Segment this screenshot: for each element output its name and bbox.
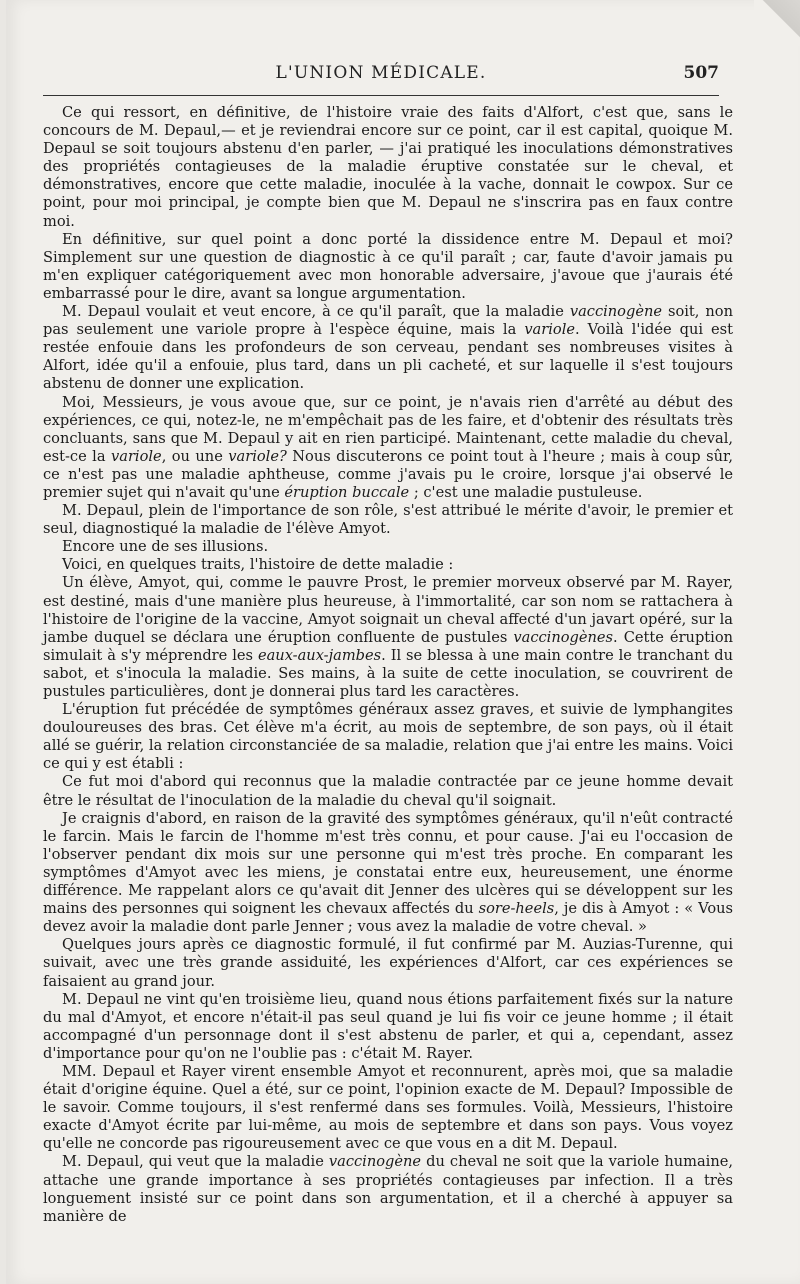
text-run: . Il se blessa à une main contre le tranchant du sabot, et s'inocula la maladie. Ses mains, à la suite de cette inoculation, se couvrirent de pustules particulières, dont je donnerai plus tard les caractères. — [43, 646, 734, 700]
italic-text: vaccinogène — [569, 303, 662, 321]
text-run: Je craignis d'abord, en raison de la gravité des symptômes généraux, qu'il n'eût contracté le farcin. Mais le farcin de l'homme m'est très connu, et pour cause. J'ai eu l'occasion de l'observer pendant dix mois sur une personne qui m'est très proche. En comparant les symptômes d'Amyot avec les miens, je constatai entre eux, heureusement, une énorme différence. Me rappelant alors ce qu'avait dit Jenner des ulcères qui se développent sur les mains des personnes qui soignent les chevaux affectés du — [43, 809, 733, 918]
paragraph — [43, 701, 733, 773]
text-run: M. Depaul, plein de l'importance de son rôle, s'est attribué le mérite d'avoir, le premier et seul, diagnostiqué la maladie de l'élève Amyot. — [43, 502, 733, 538]
text-run: Voici, en quelques traits, l'histoire de dette maladie : — [62, 556, 454, 574]
page-number: 507 — [683, 63, 719, 83]
paragraph — [43, 773, 733, 809]
text-run: Un élève, Amyot, qui, comme le pauvre Prost, le premier morveux observé par M. Rayer, est destiné, mais d'une manière plus heureuse, à l'immortalité, car son nom se rattachera à l'histoire de l'origine de la vaccine, Amyot soignait un cheval affecté d'un javart opéré, sur la jambe duquel se déclara une éruption confluente de pustules — [43, 574, 733, 646]
italic-text: variole — [111, 447, 162, 465]
text-run: L'éruption fut précédée de symptômes généraux assez graves, et suivie de lymphangites douloureuses des bras. Cet élève m'a écrit, au mois de septembre, de son pays, où il était allé se guérir, la relation circonstanciée de sa maladie, relation que j'ai entre les mains. Voici ce qui y est établi : — [43, 701, 733, 773]
paragraph — [43, 538, 733, 556]
text-run: Moi, Messieurs, je vous avoue que, sur ce point, je n'avais rien d'arrêté au début des expériences, ce qui, notez-le, ne m'empêchait pas de les faire, et d'obtenir des résultats très concluants, sans que M. Depaul y ait en rien participé. Maintenant, cette maladie du cheval, est-ce la — [43, 393, 733, 465]
running-title: L'UNION MÉDICALE. — [275, 63, 487, 83]
text-run: . Cette éruption simulait à s'y méprendre les — [43, 628, 734, 664]
paragraph — [43, 1063, 733, 1153]
paragraph — [43, 1153, 733, 1225]
paragraph — [43, 556, 733, 574]
page-header — [43, 63, 719, 89]
italic-text: éruption buccale — [284, 483, 410, 501]
text-run: du cheval ne soit que la variole humaine, attache une grande importance à ses propriétés contagieuses par infection. Il a très longuement insisté sur ce point dans son argumentation, et il a cherché à appuyer sa manière de — [43, 1153, 733, 1225]
text-run: Ce fut moi d'abord qui reconnus que la maladie contractée par ce jeune homme devait être le résultat de l'inoculation de la maladie du cheval qu'il soignait. — [43, 773, 733, 809]
italic-text: sore-heels — [478, 900, 555, 918]
text-run: M. Depaul ne vint qu'en troisième lieu, quand nous étions parfaitement fixés sur la nature du mal d'Amyot, et encore n'était-il pas seul quand je lui fis voir ce jeune homme ; il était accompagné d'un personnage dont il s'est abstenu de parler, et qui a, cependant, assez d'importance pour qu'on ne l'oublie pas : c'était M. Rayer. — [43, 990, 733, 1062]
text-run: . Voilà l'idée qui est restée enfouie dans les profondeurs de son cerveau, pendant ses nombreuses visites à Alfort, idée qu'il a enfouie, plus tard, dans un pli cacheté, et sur laquelle il s'est toujours abstenu de donner une explication. — [43, 321, 734, 393]
paragraph — [43, 104, 733, 231]
article-body — [43, 104, 733, 1226]
paragraph — [43, 574, 733, 701]
text-run: M. Depaul voulait et veut encore, à ce qu'il paraît, que la maladie — [62, 303, 570, 321]
text-run: soit, non pas seulement une variole propre à l'espèce équine, mais la — [43, 303, 733, 339]
text-run: MM. Depaul et Rayer virent ensemble Amyot et reconnurent, après moi, que sa maladie était d'origine équine. Quel a été, sur ce point, l'opinion exacte de M. Depaul? Impossible de le savoir. Comme toujours, il s'est renfermé dans ses formules. Voilà, Messieurs, l'histoire exacte d'Amyot écrite par lui-même, au mois de septembre et dans son pays. Vous voyez qu'elle ne concorde pas rigoureusement avec ce que vous en a dit M. Depaul. — [43, 1062, 733, 1153]
text-run: En définitive, sur quel point a donc porté la dissidence entre M. Depaul et moi? Simplement sur une question de diagnostic à ce qu'il paraît ; car, faute d'avoir jamais pu m'en expliquer catégoriquement avec mon honorable adversaire, j'avoue que j'aurais été embarrassé pour le dire, avant sa longue argumentation. — [43, 230, 733, 302]
italic-text: vaccinogène — [328, 1153, 422, 1171]
paragraph — [43, 231, 733, 303]
text-run: Ce qui ressort, en définitive, de l'histoire vraie des faits d'Alfort, c'est que, sans le concours de M. Depaul,— et je reviendrai encore sur ce point, car il est capital, quoique M. Depaul se soit toujours abstenu d'en parler, — j'ai pratiqué les inoculations démonstratives des propriétés contagieuses de la maladie éruptive constatée sur le cheval, et démonstratives, encore que cette maladie, inoculée à la vache, donnait le cowpox. Sur ce point, pour moi principal, je compte bien que M. Depaul ne s'inscrira pas en faux contre moi. — [43, 104, 733, 230]
italic-text: eaux-aux-jambes — [257, 646, 382, 664]
paragraph — [43, 394, 733, 503]
italic-text: variole? — [228, 447, 287, 465]
paragraph — [43, 991, 733, 1063]
text-run: , je dis à Amyot : « Vous devez avoir la maladie dont parle Jenner ; vous avez la maladie de votre cheval. » — [43, 900, 733, 936]
paragraph — [43, 502, 733, 538]
paragraph — [43, 810, 733, 937]
paragraph — [43, 936, 733, 990]
text-run: Nous discuterons ce point tout à l'heure ; mais à coup sûr, ce n'est pas une maladie aphtheuse, comme j'avais pu le croire, lorsque j'ai observé le premier sujet qui n'avait qu'une — [43, 447, 733, 501]
italic-text: vaccinogènes — [513, 628, 614, 646]
text-run: Quelques jours après ce diagnostic formulé, il fut confirmé par M. Auzias-Turenne, qui suivait, avec une très grande assiduité, les expériences d'Alfort, car ces expériences se faisaient au grand jour. — [43, 936, 733, 990]
header-rule — [43, 95, 719, 96]
text-run: M. Depaul, qui veut que la maladie — [62, 1153, 329, 1171]
text-run: Encore une de ses illusions. — [62, 538, 269, 556]
italic-text: variole — [524, 321, 575, 339]
paragraph — [43, 303, 733, 393]
text-run: , ou une — [161, 447, 229, 465]
folded-page-corner — [754, 0, 800, 46]
book-page — [6, 0, 800, 1284]
text-run: ; c'est une maladie pustuleuse. — [409, 483, 643, 501]
